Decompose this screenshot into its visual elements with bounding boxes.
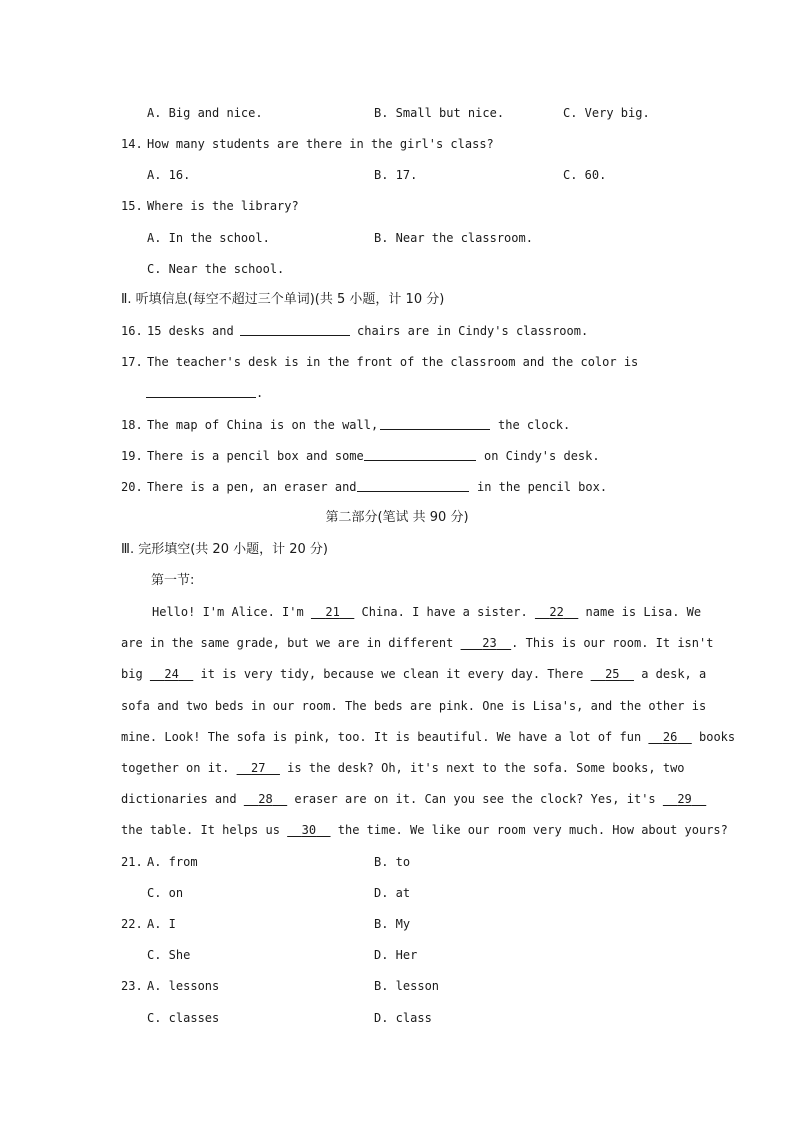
option-a: A. 16. bbox=[147, 168, 191, 182]
q14-options bbox=[0, 165, 794, 185]
question-number: 22. bbox=[121, 917, 143, 931]
q15-options-row2 bbox=[0, 259, 794, 279]
option-c: C. Very big. bbox=[563, 106, 650, 120]
answer-blank[interactable] bbox=[380, 415, 490, 436]
answer-blank[interactable] bbox=[364, 446, 476, 467]
question-number: 18. bbox=[121, 418, 143, 432]
period: . bbox=[256, 386, 264, 400]
question-22 bbox=[0, 914, 794, 934]
question-15 bbox=[0, 196, 794, 216]
passage-line-2: are in the same grade, but we are in different 23 . This is our room. It isn't bbox=[0, 633, 794, 653]
option-a: A. lessons bbox=[147, 979, 220, 993]
q15-options bbox=[0, 228, 794, 248]
question-22-row2 bbox=[0, 945, 794, 965]
question-20 bbox=[0, 477, 794, 497]
blank-25[interactable]: 25 bbox=[605, 667, 620, 681]
passage-line-5: mine. Look! The sofa is pink, too. It is beautiful. We have a lot of fun 26 books bbox=[0, 727, 794, 747]
option-c: C. 60. bbox=[563, 168, 607, 182]
option-d: D. class bbox=[374, 1011, 432, 1025]
question-number: 21. bbox=[121, 855, 143, 869]
option-b: B. to bbox=[374, 855, 411, 869]
question-19 bbox=[0, 446, 794, 466]
question-number: 17. bbox=[121, 355, 143, 369]
passage-line-6: together on it. 27 is the desk? Oh, it's next to the sofa. Some books, two bbox=[0, 758, 794, 778]
q13-options bbox=[0, 103, 794, 123]
question-21-row2 bbox=[0, 883, 794, 903]
option-a: A. In the school. bbox=[147, 231, 270, 245]
question-18 bbox=[0, 415, 794, 435]
question-number: 23. bbox=[121, 979, 143, 993]
blank-22[interactable]: 22 bbox=[549, 605, 564, 619]
option-b: B. My bbox=[374, 917, 411, 931]
question-23 bbox=[0, 976, 794, 996]
blank-30[interactable]: 30 bbox=[301, 823, 317, 837]
question-number: 20. bbox=[121, 480, 143, 494]
question-17 bbox=[0, 352, 794, 372]
question-text-after: chairs are in Cindy's classroom. bbox=[357, 324, 589, 338]
blank-26[interactable]: 26 bbox=[662, 730, 678, 744]
question-14 bbox=[0, 134, 794, 154]
blank-24[interactable]: 24 bbox=[164, 667, 179, 681]
question-16 bbox=[0, 321, 794, 341]
subsection-label: 第一节: bbox=[151, 573, 195, 588]
option-c: C. on bbox=[147, 886, 184, 900]
option-c: C. She bbox=[147, 948, 191, 962]
option-b: B. Near the classroom. bbox=[374, 231, 533, 245]
question-text-before: The map of China is on the wall, bbox=[147, 418, 379, 432]
passage-line-7: dictionaries and 28 eraser are on it. Can you see the clock? Yes, it's 29 bbox=[0, 789, 794, 809]
question-number: 19. bbox=[121, 449, 143, 463]
section-3-heading: Ⅲ. 完形填空(共 20 小题，计 20 分) bbox=[121, 542, 328, 557]
option-a: A. I bbox=[147, 917, 176, 931]
question-text: Where is the library? bbox=[147, 199, 299, 213]
option-d: D. Her bbox=[374, 948, 418, 962]
option-d: D. at bbox=[374, 886, 411, 900]
option-b: B. Small but nice. bbox=[374, 106, 505, 120]
question-number: 16. bbox=[121, 324, 143, 338]
blank-21[interactable]: 21 bbox=[325, 605, 340, 619]
answer-blank[interactable] bbox=[146, 383, 256, 404]
question-17-blank-row bbox=[0, 383, 794, 403]
blank-29[interactable]: 29 bbox=[677, 792, 692, 806]
question-number: 15. bbox=[121, 199, 143, 213]
blank-23[interactable]: 23 bbox=[482, 636, 497, 650]
passage-line-4: sofa and two beds in our room. The beds are pink. One is Lisa's, and the other is bbox=[121, 699, 707, 713]
question-text: How many students are there in the girl's class? bbox=[147, 137, 494, 151]
question-text-before: There is a pencil box and some bbox=[147, 449, 364, 463]
question-21 bbox=[0, 852, 794, 872]
blank-27[interactable]: 27 bbox=[251, 761, 266, 775]
question-number: 14. bbox=[121, 137, 143, 151]
option-c: C. Near the school. bbox=[147, 262, 285, 276]
question-text-after: the clock. bbox=[498, 418, 571, 432]
option-a: A. from bbox=[147, 855, 198, 869]
question-text-before: There is a pen, an eraser and bbox=[147, 480, 357, 494]
part-2-title: 第二部分(笔试 共 90 分) bbox=[325, 510, 469, 525]
section-2-heading: Ⅱ. 听填信息(每空不超过三个单词)(共 5 小题，计 10 分) bbox=[121, 292, 445, 307]
question-text-before: 15 desks and bbox=[147, 324, 234, 338]
question-text: The teacher's desk is in the front of the classroom and the color is bbox=[147, 355, 639, 369]
answer-blank[interactable] bbox=[357, 477, 469, 498]
option-b: B. lesson bbox=[374, 979, 440, 993]
blank-28[interactable]: 28 bbox=[258, 792, 273, 806]
question-text-after: in the pencil box. bbox=[477, 480, 608, 494]
passage-line-8: the table. It helps us 30 the time. We like our room very much. How about yours? bbox=[0, 820, 794, 840]
passage-line-1: Hello! I'm Alice. I'm 21 China. I have a sister. 22 name is Lisa. We bbox=[0, 602, 794, 622]
option-b: B. 17. bbox=[374, 168, 418, 182]
question-23-row2 bbox=[0, 1008, 794, 1028]
question-text-after: on Cindy's desk. bbox=[484, 449, 600, 463]
passage-line-3: big 24 it is very tidy, because we clean it every day. There 25 a desk, a bbox=[0, 664, 794, 684]
option-a: A. Big and nice. bbox=[147, 106, 263, 120]
answer-blank[interactable] bbox=[240, 321, 350, 342]
option-c: C. classes bbox=[147, 1011, 220, 1025]
